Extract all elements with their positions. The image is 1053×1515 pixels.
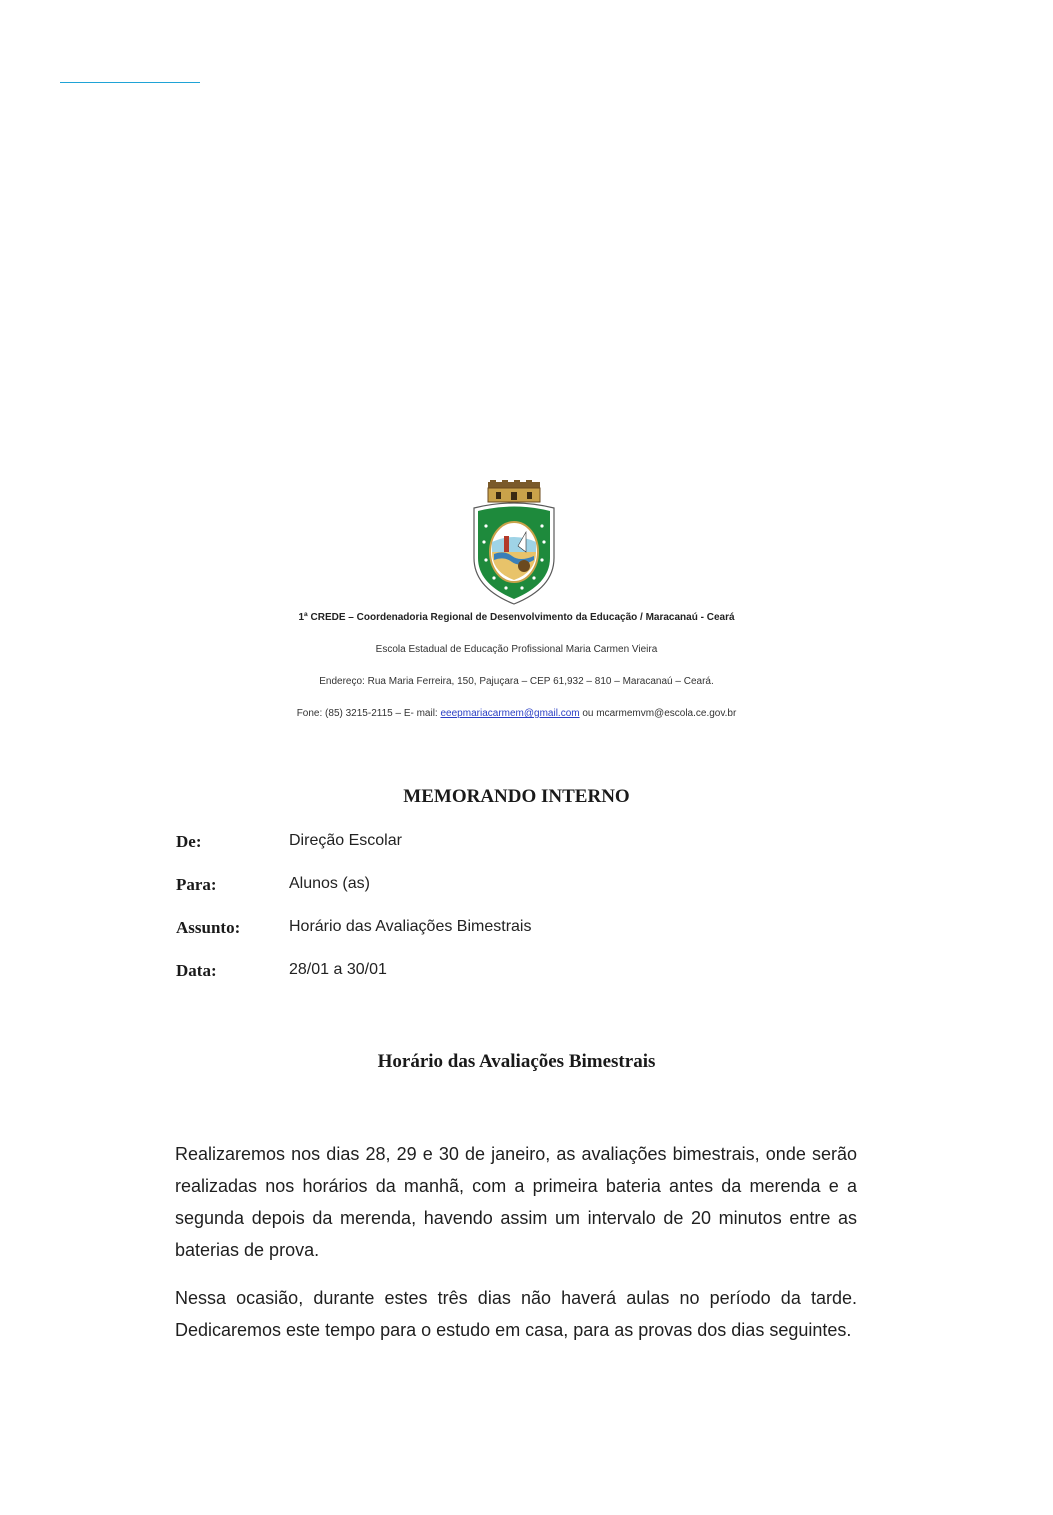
body-paragraph-2: Nessa ocasião, durante estes três dias não haverá aulas no período da tarde. Dedicaremos este tempo para o estudo em casa, para as provas dos dias seguintes.: [175, 1288, 857, 1340]
field-label-from: De:: [176, 832, 202, 851]
contact-line: [0, 708, 1033, 719]
address-line: Endereço: Rua Maria Ferreira, 150, Pajuçara – CEP 61,932 – 810 – Maracanaú – Ceará.: [319, 676, 714, 687]
field-value-from: Direção Escolar: [289, 832, 402, 849]
crede-header-line: 1ª CREDE – Coordenadoria Regional de Desenvolvimento da Educação / Maracanaú - Ceará: [298, 612, 735, 623]
primary-email-link[interactable]: eeepmariacarmem@gmail.com: [440, 708, 580, 719]
phone-text: Fone: (85) 3215-2115 – E- mail:: [296, 708, 438, 719]
field-value-to: Alunos (as): [289, 875, 370, 892]
secondary-email-text: mcarmemvm@escola.ce.gov.br: [596, 708, 737, 719]
field-label-date: Data:: [176, 961, 217, 980]
body-paragraph-1: Realizaremos nos dias 28, 29 e 30 de janeiro, as avaliações bimestrais, onde serão realizadas nos horários da manhã, com a primeira bateria antes da merenda e a segunda depois da merenda, havendo assim um intervalo de 20 minutos entre as baterias de prova.: [175, 1144, 857, 1260]
field-label-subject: Assunto:: [176, 918, 241, 937]
state-coat-of-arms-icon: [466, 480, 562, 608]
field-label-to: Para:: [176, 875, 217, 894]
memo-title: MEMORANDO INTERNO: [403, 786, 630, 807]
field-value-date: 28/01 a 30/01: [289, 961, 387, 978]
section-title: Horário das Avaliações Bimestrais: [377, 1051, 656, 1072]
school-name-line: Escola Estadual de Educação Profissional Maria Carmen Vieira: [375, 644, 658, 655]
top-decorative-rule: [60, 82, 200, 83]
email-separator: ou: [582, 708, 594, 719]
field-value-subject: Horário das Avaliações Bimestrais: [289, 918, 532, 935]
